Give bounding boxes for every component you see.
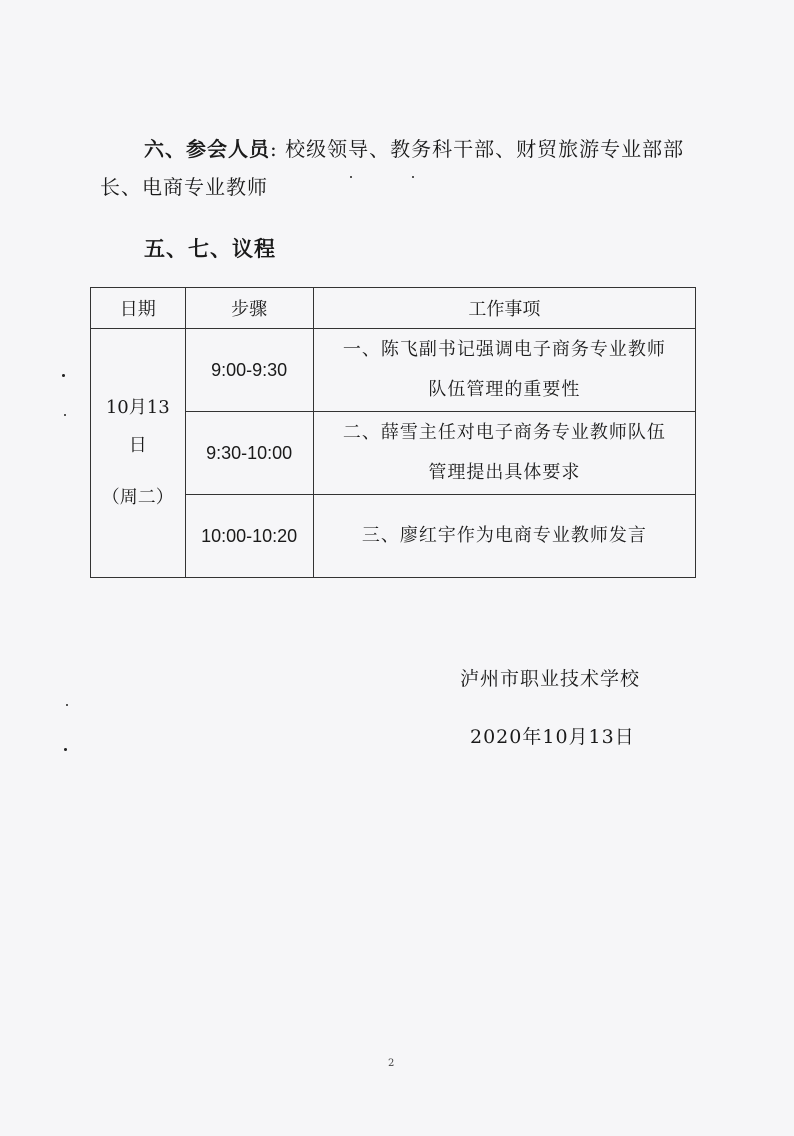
agenda-table — [90, 287, 696, 578]
scan-speck — [350, 176, 352, 178]
date-line-3: （周二） — [101, 487, 174, 508]
task-cell — [313, 495, 695, 578]
attendees-line-1 — [100, 130, 700, 168]
date-cell — [91, 329, 186, 578]
scan-speck — [64, 748, 67, 751]
scan-speck — [66, 704, 68, 706]
header-step: 步骤 — [185, 288, 313, 329]
scan-speck — [64, 414, 66, 416]
signature-school: 泸州市职业技术学校 — [460, 668, 641, 690]
task-cell — [313, 329, 695, 412]
attendees-text-1: 校级领导、教务科干部、财贸旅游专业部部 — [285, 137, 685, 161]
page-number: 2 — [388, 1058, 395, 1069]
task-cell — [313, 412, 695, 495]
scan-speck — [412, 176, 414, 178]
header-date: 日期 — [91, 288, 186, 329]
signature-date: 2020年10月13日 — [470, 726, 635, 748]
time-cell: 9:30-10:00 — [185, 412, 313, 495]
task-line: 队伍管理的重要性 — [428, 379, 581, 400]
time-cell: 9:00-9:30 — [185, 329, 313, 412]
date-line-1: 10月13 — [105, 397, 170, 418]
agenda-heading: 五、七、议程 — [144, 237, 276, 261]
header-task: 工作事项 — [313, 288, 695, 329]
attendees-separator: : — [270, 137, 278, 161]
table-header-row — [91, 288, 696, 329]
scan-speck — [62, 374, 65, 377]
task-line: 管理提出具体要求 — [428, 462, 581, 483]
attendees-line-2: 长、电商专业教师 — [100, 175, 268, 199]
task-line: 一、陈飞副书记强调电子商务专业教师 — [342, 339, 666, 360]
attendees-paragraph — [100, 130, 700, 206]
task-line: 二、薛雪主任对电子商务专业教师队伍 — [342, 422, 666, 443]
time-cell: 10:00-10:20 — [185, 495, 313, 578]
table-row — [91, 329, 696, 412]
task-line: 三、廖红宇作为电商专业教师发言 — [361, 525, 647, 546]
date-line-2: 日 — [128, 435, 147, 456]
attendees-label: 六、参会人员 — [144, 137, 270, 161]
